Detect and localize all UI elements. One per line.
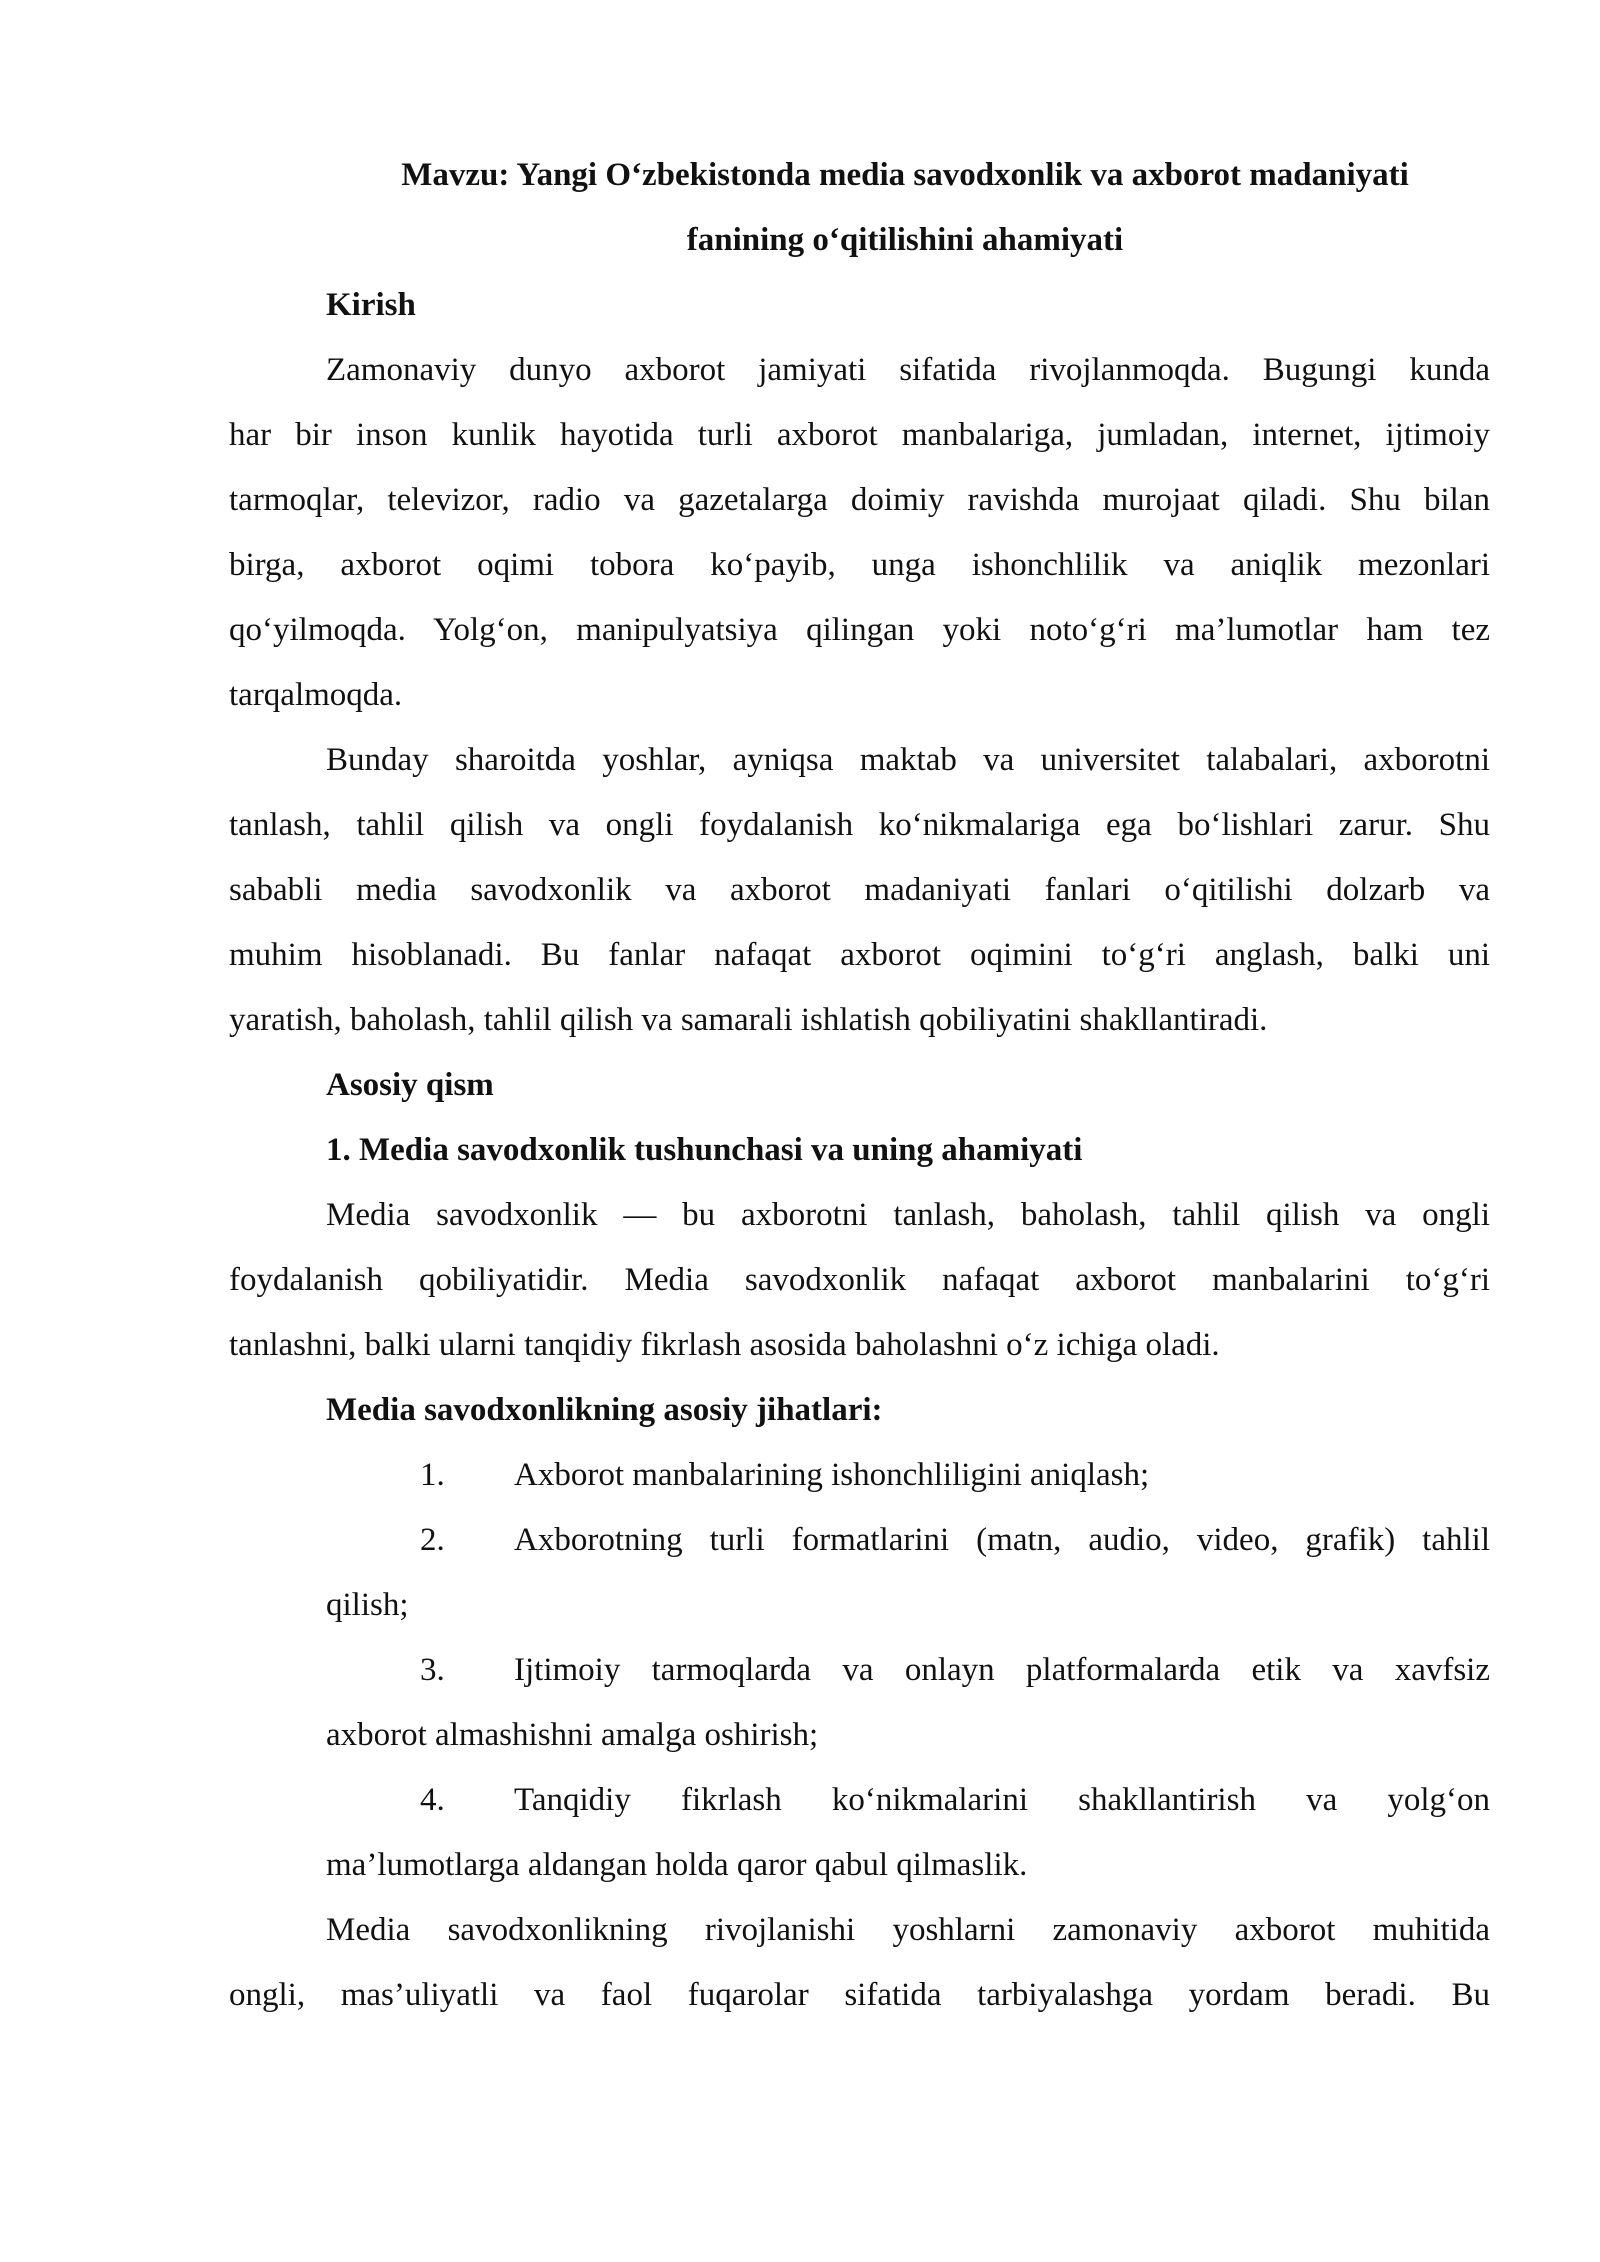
list-item-text: Ijtimoiy tarmoqlarda va onlayn platformalarda etik va xavfsiz (514, 1652, 1490, 1688)
list-item-text: Axborot manbalarining ishonchliligini aniqlash; (514, 1457, 1150, 1493)
intro-p1-line-3: tarmoqlar, televizor, radio va gazetalarga doimiy ravishda murojaat qiladi. Shu bilan (229, 482, 1490, 518)
list-item-number: 4. (420, 1782, 445, 1818)
intro-p1-line-5: qo‘yilmoqda. Yolg‘on, manipulyatsiya qilingan yoki noto‘g‘ri ma’lumotlar ham tez (229, 612, 1490, 648)
intro-p2-line-4: muhim hisoblanadi. Bu fanlar nafaqat axborot oqimini to‘g‘ri anglash, balki uni (229, 937, 1490, 973)
document-title (320, 143, 1490, 273)
heading-main: Asosiy qism (326, 1067, 494, 1103)
list-item-text: Axborotning turli formatlarini (matn, audio, video, grafik) tahlil (514, 1522, 1490, 1558)
title-line-1: Mavzu: Yangi O‘zbekistonda media savodxonlik va axborot madaniyati (401, 157, 1409, 193)
section1-line-3: tanlashni, balki ularni tanqidiy fikrlash asosida baholashni o‘z ichiga oladi. (229, 1327, 1220, 1363)
section1-line-1: Media savodxonlik — bu axborotni tanlash, baholash, tahlil qilish va ongli (326, 1197, 1490, 1233)
intro-p2-line-5: yaratish, baholash, tahlil qilish va samarali ishlatish qobiliyatini shakllantiradi. (229, 1002, 1268, 1038)
list-item-continuation: axborot almashishni amalga oshirish; (326, 1717, 819, 1753)
list-item-number: 3. (420, 1652, 445, 1688)
list-item-text: Tanqidiy fikrlash ko‘nikmalarini shakllantirish va yolg‘on (514, 1782, 1490, 1818)
heading-aspects: Media savodxonlikning asosiy jihatlari: (326, 1392, 883, 1428)
section1-line-2: foydalanish qobiliyatidir. Media savodxonlik nafaqat axborot manbalarini to‘g‘ri (229, 1262, 1490, 1298)
closing-line-2: ongli, mas’uliyatli va faol fuqarolar sifatida tarbiyalashga yordam beradi. Bu (229, 1977, 1490, 2013)
list-item-number: 2. (420, 1522, 445, 1558)
intro-p1-line-2: har bir inson kunlik hayotida turli axborot manbalariga, jumladan, internet, ijtimoiy (229, 417, 1490, 453)
intro-p1-line-1: Zamonaviy dunyo axborot jamiyati sifatida rivojlanmoqda. Bugungi kunda (326, 352, 1490, 388)
heading-section-1: 1. Media savodxonlik tushunchasi va uning ahamiyati (326, 1132, 1083, 1168)
title-line-2: fanining o‘qitilishini ahamiyati (686, 222, 1124, 258)
list-item-continuation: qilish; (326, 1587, 409, 1623)
intro-p1-line-4: birga, axborot oqimi tobora ko‘payib, unga ishonchlilik va aniqlik mezonlari (229, 547, 1490, 583)
list-item-continuation: ma’lumotlarga aldangan holda qaror qabul qilmaslik. (326, 1847, 1028, 1883)
heading-intro: Kirish (326, 287, 416, 323)
intro-p1-line-6: tarqalmoqda. (229, 677, 403, 713)
intro-p2-line-3: sababli media savodxonlik va axborot madaniyati fanlari o‘qitilishi dolzarb va (229, 872, 1490, 908)
intro-p2-line-2: tanlash, tahlil qilish va ongli foydalanish ko‘nikmalariga ega bo‘lishlari zarur. Shu (229, 807, 1490, 843)
closing-line-1: Media savodxonlikning rivojlanishi yoshlarni zamonaviy axborot muhitida (326, 1912, 1490, 1948)
intro-p2-line-1: Bunday sharoitda yoshlar, ayniqsa maktab va universitet talabalari, axborotni (326, 742, 1490, 778)
list-item-number: 1. (420, 1457, 445, 1493)
